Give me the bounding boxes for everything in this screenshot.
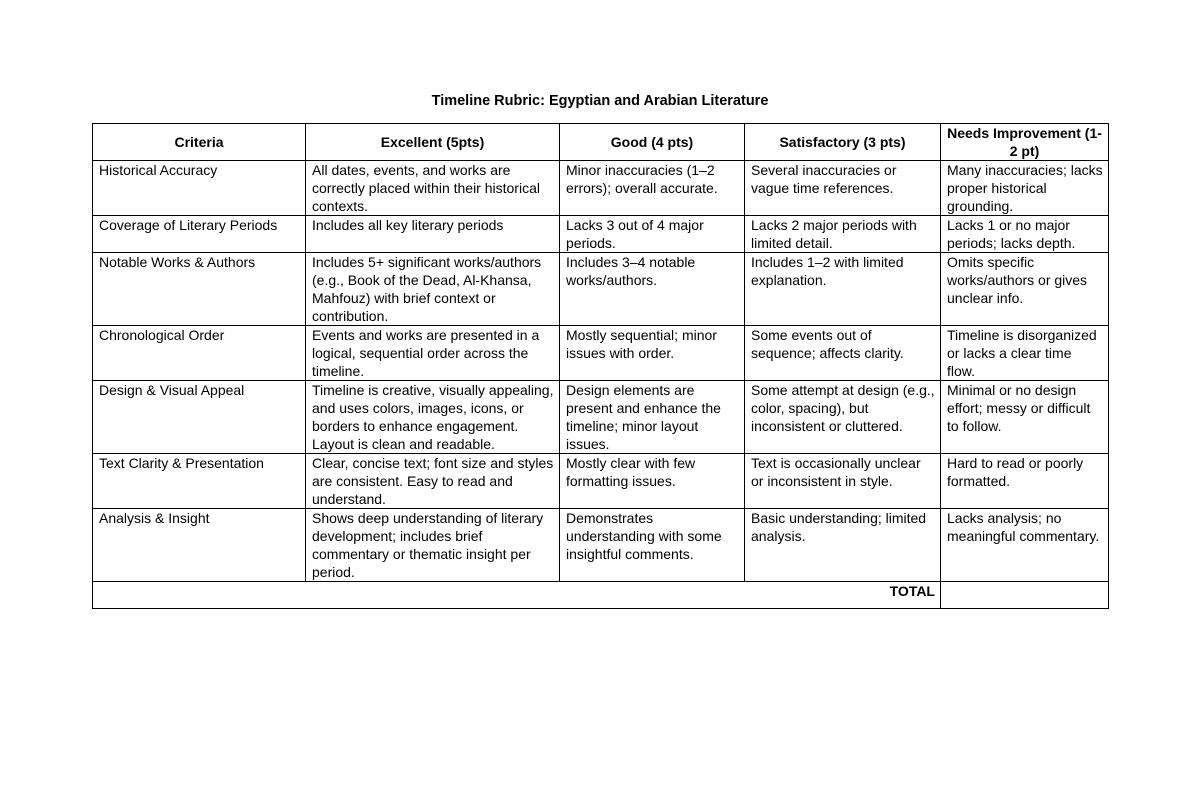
needs-improvement-cell: Lacks analysis; no meaningful commentary. [941, 509, 1109, 582]
satisfactory-cell: Lacks 2 major periods with limited detail. [745, 216, 941, 253]
page-title: Timeline Rubric: Egyptian and Arabian Literature [431, 93, 769, 109]
needs-improvement-cell: Many inaccuracies; lacks proper historical grounding. [941, 161, 1109, 216]
satisfactory-cell: Text is occasionally unclear or inconsistent in style. [745, 454, 941, 509]
needs-improvement-cell: Omits specific works/authors or gives unclear info. [941, 253, 1109, 326]
total-value-cell [941, 582, 1109, 609]
good-cell: Mostly clear with few formatting issues. [560, 454, 745, 509]
table-row [93, 454, 1109, 509]
header-needs-improvement: Needs Improvement (1-2 pt) [941, 124, 1109, 161]
criteria-cell: Coverage of Literary Periods [93, 216, 306, 253]
satisfactory-cell: Some attempt at design (e.g., color, spacing), but inconsistent or cluttered. [745, 381, 941, 454]
excellent-cell: Includes all key literary periods [306, 216, 560, 253]
good-cell: Lacks 3 out of 4 major periods. [560, 216, 745, 253]
criteria-cell: Chronological Order [93, 326, 306, 381]
header-excellent: Excellent (5pts) [306, 124, 560, 161]
table-header-row [93, 124, 1109, 161]
total-label: TOTAL [93, 582, 941, 609]
table-row [93, 253, 1109, 326]
satisfactory-cell: Several inaccuracies or vague time references. [745, 161, 941, 216]
criteria-cell: Historical Accuracy [93, 161, 306, 216]
excellent-cell: Clear, concise text; font size and styles are consistent. Easy to read and understand. [306, 454, 560, 509]
criteria-cell: Text Clarity & Presentation [93, 454, 306, 509]
total-row [93, 582, 1109, 609]
satisfactory-cell: Some events out of sequence; affects clarity. [745, 326, 941, 381]
criteria-cell: Notable Works & Authors [93, 253, 306, 326]
table-row [93, 326, 1109, 381]
good-cell: Includes 3–4 notable works/authors. [560, 253, 745, 326]
table-row [93, 216, 1109, 253]
satisfactory-cell: Includes 1–2 with limited explanation. [745, 253, 941, 326]
criteria-cell: Design & Visual Appeal [93, 381, 306, 454]
needs-improvement-cell: Hard to read or poorly formatted. [941, 454, 1109, 509]
good-cell: Demonstrates understanding with some insightful comments. [560, 509, 745, 582]
excellent-cell: Events and works are presented in a logical, sequential order across the timeline. [306, 326, 560, 381]
table-row [93, 381, 1109, 454]
good-cell: Mostly sequential; minor issues with order. [560, 326, 745, 381]
excellent-cell: Shows deep understanding of literary development; includes brief commentary or thematic insight per period. [306, 509, 560, 582]
rubric-table [92, 123, 1109, 609]
good-cell: Design elements are present and enhance the timeline; minor layout issues. [560, 381, 745, 454]
satisfactory-cell: Basic understanding; limited analysis. [745, 509, 941, 582]
header-satisfactory: Satisfactory (3 pts) [745, 124, 941, 161]
good-cell: Minor inaccuracies (1–2 errors); overall accurate. [560, 161, 745, 216]
excellent-cell: All dates, events, and works are correctly placed within their historical contexts. [306, 161, 560, 216]
criteria-cell: Analysis & Insight [93, 509, 306, 582]
needs-improvement-cell: Minimal or no design effort; messy or difficult to follow. [941, 381, 1109, 454]
excellent-cell: Includes 5+ significant works/authors (e.g., Book of the Dead, Al-Khansa, Mahfouz) with brief context or contribution. [306, 253, 560, 326]
excellent-cell: Timeline is creative, visually appealing, and uses colors, images, icons, or borders to enhance engagement. Layout is clean and readable. [306, 381, 560, 454]
table-row [93, 161, 1109, 216]
needs-improvement-cell: Lacks 1 or no major periods; lacks depth. [941, 216, 1109, 253]
header-good: Good (4 pts) [560, 124, 745, 161]
header-criteria: Criteria [93, 124, 306, 161]
table-row [93, 509, 1109, 582]
needs-improvement-cell: Timeline is disorganized or lacks a clear time flow. [941, 326, 1109, 381]
